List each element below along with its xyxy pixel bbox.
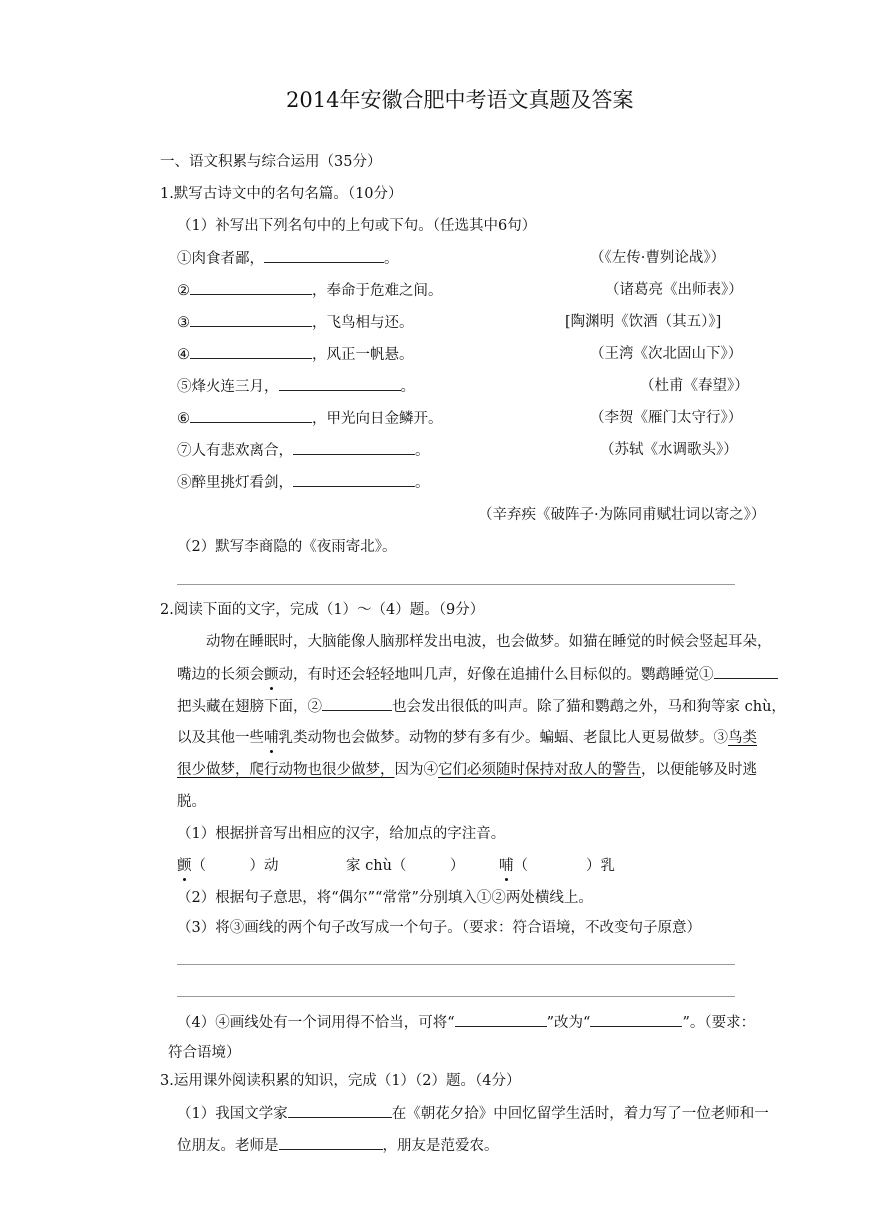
item-text: ①肉食者鄙， — [177, 251, 264, 267]
pinyin-slot[interactable]: （ ）乳 — [513, 858, 615, 874]
passage-line — [177, 728, 757, 748]
passage-text: 乳类动物也会做梦。动物的梦有多有少。蝙蝠、老鼠比人更易做梦。③ — [278, 730, 728, 746]
q3-heading: 3.运用课外阅读积累的知识，完成（1）（2）题。（4分） — [160, 1073, 521, 1089]
answer-blank[interactable] — [279, 1135, 383, 1150]
q1-item-1 — [177, 248, 399, 269]
item-text: ③ — [177, 315, 190, 331]
q2-sub-4-cont: 符合语境） — [168, 1045, 241, 1061]
item-text: ⑥ — [177, 411, 190, 427]
q1-part1-instruction: （1）补写出下列名句中的上句或下句。（任选其中6句） — [177, 218, 537, 234]
item-text: ，奉命于危难之间。 — [312, 283, 443, 299]
q3-line-1 — [177, 1103, 769, 1124]
item-text: ⑦人有悲欢离合， — [177, 443, 293, 459]
q2-sub-1: （1）根据拼音写出相应的汉字，给加点的字注音。 — [177, 826, 506, 842]
answer-blank[interactable] — [455, 1012, 547, 1027]
q1-item-3 — [177, 312, 414, 333]
q1-item-5-source: （杜甫《春望》） — [640, 378, 749, 394]
item-text: ，风正一帆悬。 — [312, 347, 414, 363]
q1-item-3-source: [陶渊明《饮酒（其五）》] — [565, 314, 722, 330]
q1-item-2-source: （诸葛亮《出师表》） — [605, 282, 743, 298]
q1-item-6 — [177, 408, 443, 429]
item-text: ，甲光向日金鳞开。 — [312, 411, 443, 427]
underlined-text: 鸟类 — [728, 730, 757, 746]
sub-text: （1）我国文学家 — [177, 1106, 288, 1122]
q1-item-5 — [177, 376, 415, 397]
passage-text: ，以便能够及时逃 — [641, 762, 757, 778]
item-text: ，飞鸟相与还。 — [312, 315, 414, 331]
passage-line: 脱。 — [177, 794, 206, 810]
item-text: 。 — [400, 379, 415, 395]
passage-text: 因为④ — [394, 762, 438, 778]
item-text: ⑤烽火连三月， — [177, 379, 279, 395]
blank-1[interactable] — [714, 664, 778, 679]
passage-line — [177, 760, 757, 780]
item-text: 。 — [384, 251, 399, 267]
q2-heading: 2.阅读下面的文字，完成（1）～（4）题。（9分） — [160, 602, 485, 618]
underlined-text: 它们必须随时保持对敌人的警告 — [438, 762, 641, 778]
q1-part2-instruction: （2）默写李商隐的《夜雨寄北》。 — [177, 539, 397, 555]
answer-blank[interactable] — [293, 440, 415, 455]
dotted-char: 哺 — [264, 730, 279, 746]
q1-item-7 — [177, 440, 430, 461]
passage-line — [177, 696, 786, 717]
answer-blank[interactable] — [190, 280, 312, 295]
section-heading: 一、语文积累与综合运用（35分） — [160, 154, 382, 170]
answer-blank[interactable] — [279, 376, 401, 391]
pinyin-row — [499, 856, 615, 876]
blank-2[interactable] — [322, 696, 392, 711]
sub-text: ，朋友是范爱农。 — [382, 1138, 499, 1154]
sub-text: 在《朝花夕拾》中回忆留学生活时，着力写了一位老师和一 — [391, 1106, 769, 1122]
answer-blank[interactable] — [190, 344, 312, 359]
passage-line: 动物在睡眠时，大脑能像人脑那样发出电波，也会做梦。如猫在睡觉的时候会竖起耳朵， — [206, 634, 772, 650]
q1-item-4 — [177, 344, 414, 365]
sub-text: （4）④画线处有一个词用得不恰当，可将“ — [177, 1015, 455, 1031]
pinyin-row: 家 chù（ ） — [346, 858, 465, 874]
answer-blank[interactable] — [190, 312, 312, 327]
q2-sub-3: （3）将③画线的两个句子改写成一个句子。（要求：符合语境，不改变句子原意） — [177, 920, 701, 936]
answer-blank[interactable] — [590, 1012, 682, 1027]
pinyin-slot[interactable]: （ ）动 — [191, 858, 279, 874]
q1-item-8-source: （辛弃疾《破阵子·为陈同甫赋壮词以寄之》） — [478, 507, 766, 523]
answer-line[interactable] — [177, 964, 735, 965]
passage-text: 动，有时还会轻轻地叫几声，好像在追捕什么目标似的。鹦鹉睡觉① — [278, 667, 714, 683]
q1-item-2 — [177, 280, 443, 301]
q2-sub-2: （2）根据句子意思，将“偶尔”“常常”分别填入①②两处横线上。 — [177, 890, 593, 906]
sub-text: 位朋友。老师是 — [177, 1138, 279, 1154]
item-text: 。 — [415, 443, 430, 459]
pinyin-row — [177, 856, 279, 876]
q3-line-2 — [177, 1135, 499, 1156]
q1-item-1-source: （《左传·曹刿论战》） — [590, 250, 726, 266]
sub-text: ”。（要求： — [682, 1015, 756, 1031]
page-title: 2014年安徽合肥中考语文真题及答案 — [286, 88, 634, 112]
passage-text: 以及其他一些 — [177, 730, 264, 746]
passage-line — [177, 664, 778, 685]
answer-line[interactable] — [177, 584, 735, 585]
q1-item-4-source: （王湾《次北固山下》） — [590, 346, 743, 362]
passage-text: 也会发出很低的叫声。除了猫和鹦鹉之外，马和狗等家 chù， — [392, 699, 786, 715]
item-text: ⑧醉里挑灯看剑， — [177, 475, 293, 491]
item-text: ④ — [177, 347, 190, 363]
answer-blank[interactable] — [288, 1103, 392, 1118]
dotted-char: 哺 — [499, 858, 514, 874]
sub-text: ”改为“ — [546, 1015, 591, 1031]
answer-blank[interactable] — [293, 472, 415, 487]
q1-heading: 1.默写古诗文中的名句名篇。（10分） — [160, 186, 403, 202]
q2-sub-4 — [177, 1012, 755, 1033]
item-text: 。 — [415, 475, 430, 491]
q1-item-8 — [177, 472, 430, 493]
answer-line[interactable] — [177, 996, 735, 997]
dotted-char: 颤 — [177, 858, 192, 874]
answer-blank[interactable] — [264, 248, 384, 263]
q1-item-6-source: （李贺《雁门太守行》） — [590, 410, 743, 426]
dotted-char: 颤 — [264, 667, 279, 683]
underlined-text: 很少做梦，爬行动物也很少做梦， — [177, 762, 395, 778]
q1-item-7-source: （苏轼《水调歌头》） — [600, 442, 738, 458]
answer-blank[interactable] — [190, 408, 312, 423]
passage-text: 把头藏在翅膀下面，② — [177, 699, 322, 715]
passage-text: 嘴边的长须会 — [177, 667, 264, 683]
item-text: ② — [177, 283, 190, 299]
